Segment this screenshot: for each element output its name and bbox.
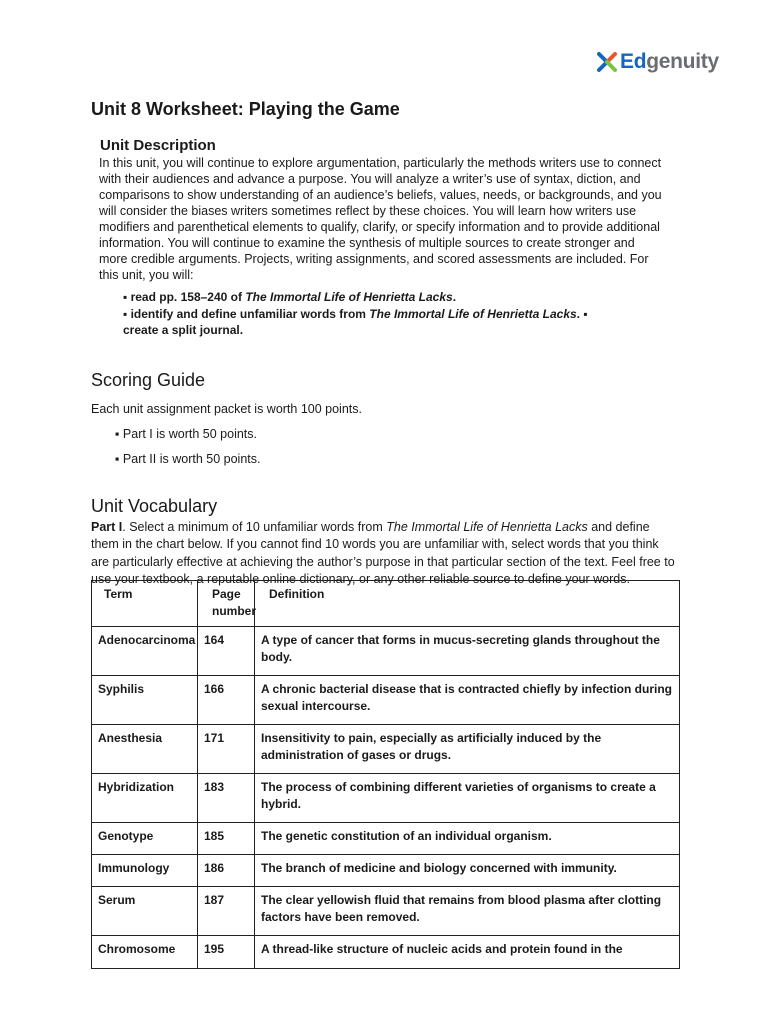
unit-description-heading: Unit Description — [100, 137, 216, 154]
description-line: more credible arguments. Projects, writing assignments, and scored assessments are included. For — [99, 252, 649, 266]
definition-cell: The genetic constitution of an individual organism. — [255, 823, 680, 855]
definition-cell: Insensitivity to pain, especially as artificially induced by the administration of gases or drugs. — [255, 725, 680, 774]
vocabulary-heading: Unit Vocabulary — [91, 496, 218, 516]
table-row — [92, 823, 680, 855]
description-line: this unit, you will: — [99, 268, 194, 282]
table-header-row — [92, 581, 680, 627]
description-line: with their audiences and advance a purpose. You will analyze a writer’s use of syntax, diction, and — [99, 172, 641, 186]
term-cell: Genotype — [92, 823, 198, 855]
page-cell: 166 — [198, 676, 255, 725]
task-item: ▪ identify and define unfamiliar words from The Immortal Life of Henrietta Lacks. ▪ — [123, 306, 588, 321]
term-cell: Anesthesia — [92, 725, 198, 774]
vocabulary-table — [91, 580, 680, 969]
header-definition: Definition — [255, 581, 680, 627]
instruction-line: Part I. Select a minimum of 10 unfamiliar words from The Immortal Life of Henrietta Lacks and define — [91, 520, 650, 534]
table-row — [92, 725, 680, 774]
term-cell: Hybridization — [92, 774, 198, 823]
instruction-line: them in the chart below. If you cannot find 10 words you are unfamiliar with, select words that you think — [91, 537, 659, 552]
page-cell: 164 — [198, 627, 255, 676]
table-row — [92, 855, 680, 887]
definition-cell: The branch of medicine and biology concerned with immunity. — [255, 855, 680, 887]
page-cell: 185 — [198, 823, 255, 855]
scoring-guide-heading: Scoring Guide — [91, 370, 206, 390]
instruction-line: use your textbook, a reputable online dictionary, or any other reliable source to define your words. — [91, 572, 630, 587]
definition-cell: The clear yellowish fluid that remains from blood plasma after clotting factors have been removed. — [255, 887, 680, 936]
unit-tasks-list — [123, 289, 588, 339]
edgenuity-x-icon — [596, 51, 618, 73]
table-row — [92, 887, 680, 936]
scoring-intro: Each unit assignment packet is worth 100 points. — [91, 402, 362, 416]
logo-wordmark: Edgenuity — [620, 50, 719, 73]
description-line: comparisons to show understanding of an audience’s beliefs, values, needs, or backgrounds, and you — [99, 188, 662, 202]
page-cell: 186 — [198, 855, 255, 887]
definition-cell: A thread-like structure of nucleic acids and protein found in the — [255, 936, 680, 969]
description-line: information. You will continue to examine the synthesis of multiple sources to create stronger and — [99, 236, 635, 250]
edgenuity-logo — [596, 50, 719, 74]
term-cell: Serum — [92, 887, 198, 936]
table-row — [92, 676, 680, 725]
table-row — [92, 936, 680, 969]
instruction-line: are particularly effective at achieving the author’s purpose in that particular section of the text. Feel free to — [91, 554, 675, 569]
page-cell: 187 — [198, 887, 255, 936]
definition-cell: The process of combining different varieties of organisms to create a hybrid. — [255, 774, 680, 823]
definition-cell: A chronic bacterial disease that is contracted chiefly by infection during sexual intercourse. — [255, 676, 680, 725]
page-title: Unit 8 Worksheet: Playing the Game — [91, 99, 400, 119]
task-item: create a split journal. — [123, 323, 244, 337]
table-row — [92, 774, 680, 823]
page-cell: 171 — [198, 725, 255, 774]
description-line: will consider the biases writers sometimes reflect by these choices. You will learn how writers use — [99, 204, 637, 218]
header-page: Page number — [198, 581, 255, 627]
table-row — [92, 627, 680, 676]
term-cell: Immunology — [92, 855, 198, 887]
task-item: ▪ read pp. 158–240 of The Immortal Life of Henrietta Lacks. — [123, 290, 457, 304]
term-cell: Syphilis — [92, 676, 198, 725]
unit-description-text — [99, 155, 679, 283]
definition-cell: A type of cancer that forms in mucus-secreting glands throughout the body. — [255, 627, 680, 676]
term-cell: Chromosome — [92, 936, 198, 969]
description-line: In this unit, you will continue to explore argumentation, particularly the methods writers use to connect — [99, 156, 662, 170]
term-cell: Adenocarcinoma — [92, 627, 198, 676]
header-term: Term — [92, 581, 198, 627]
page-cell: 183 — [198, 774, 255, 823]
page-cell: 195 — [198, 936, 255, 969]
vocabulary-instructions — [91, 519, 675, 589]
scoring-item: ▪ Part II is worth 50 points. — [115, 452, 261, 466]
description-line: modifiers and parenthetical elements to qualify, clarify, or specify information and to provide additional — [99, 220, 660, 234]
scoring-item: ▪ Part I is worth 50 points. — [115, 427, 257, 441]
